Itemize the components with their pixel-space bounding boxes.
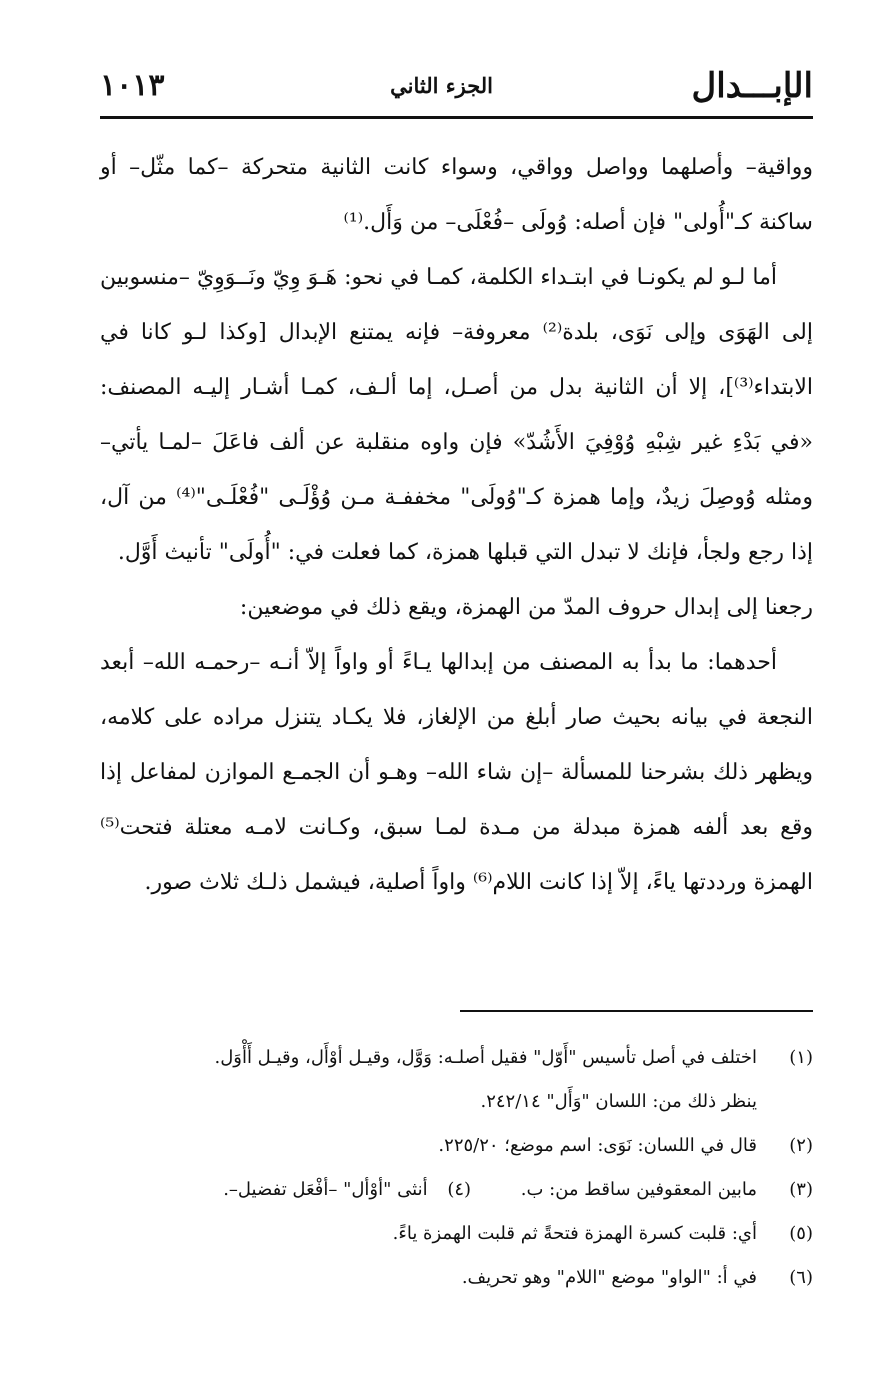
footnote-text: قال في اللسان: نَوَى: اسم موضع؛ ٢٢٥/٢٠. [438,1135,757,1156]
footnote-3-4 [100,1168,813,1212]
paragraph-2: أما لـو لم يكونـا في ابتـداء الكلمة، كمـا في نحو: هَـوَ وِيّ ونَــوَوِيّ –منسوبين إلى الهَوَى وإلى نَوَى، بلدة⁽²⁾ معروفة– فإنه يمتنع الإبدال [وكذا لـو كانا في الابتداء⁽³⁾]، إلا أن الثانية بدل من أصـل، إما ألـف، كمـا أشـار إليـه المصنف: «في بَدْءِ غير شِبْهِ وُوْفِيَ الأَشُدّ» فإن واوه منقلبة عن ألف فاعَلَ –لمـا يأتي– ومثله وُوصِلَ زيدٌ، وإما همزة كـ"وُولَى" مخففـة مـن وُؤْلَـى "فُعْلَـى"⁽⁴⁾ من آل، إذا رجع ولجأ، فإنك لا تبدل التي قبلها همزة، كما فعلت في: "أُولَى" تأنيث أَوَّل. [100,265,814,565]
footnote-text: اختلف في أصل تأسيس "أَوّل" فقيل أصلـه: وَوَّل، وقيـل أوْأَل، وقيـل أَأْوَل. [214,1047,757,1068]
footnote-number: (٣) [789,1179,813,1200]
header-rule [100,116,813,119]
page-number: ١٠١٣ [100,68,165,103]
paragraph-1: وواقية– وأصلهما وواصل وواقي، وسواء كانت الثانية متحركة –كما مثّل– أو ساكنة كـ"أُولى" فإن أصله: وُولَى –فُعْلَى– من وَأَل.⁽¹⁾ [100,155,813,235]
footnote-body [100,1036,757,1124]
volume-label: الجزء الثاني [390,73,493,98]
footnote-text: أنثى "أوْأل" –أفْعَل تفضيل–. [223,1179,428,1200]
footnote-text: أي: قلبت كسرة الهمزة فتحةً ثم قلبت الهمزة ياءً. [392,1223,757,1244]
footnote-2 [100,1124,813,1168]
chapter-title: الإبـــدال [691,66,813,106]
footnote-text: ينظر ذلك من: اللسان "وَأَل" ٢٤٢/١٤. [480,1091,757,1112]
footnote-number: (٤) [447,1179,472,1200]
page-header [100,58,813,114]
footnote-4 [223,1179,471,1200]
paragraph-3: رجعنا إلى إبدال حروف المدّ من الهمزة، ويقع ذلك في موضعين: [239,595,813,620]
paragraph-4: أحدهما: ما بدأ به المصنف من إبدالها يـاءً أو واواً إلاّ أنـه –رحمـه الله– أبعد النجعة في بيانه بحيث صار أبلغ من الإلغاز، فلا يكـاد يتنزل مراده على كلامه، ويظهر ذلك بشرحنا للمسألة –إن شاء الله– وهـو أن الجمـع الموازن لمفاعل إذا وقع بعد ألفه همزة مبدلة من مـدة لمـا سبق، وكـانت لامـه معتلة فتحت⁽⁵⁾ الهمزة ورددتها ياءً، إلاّ إذا كانت اللام⁽⁶⁾ واواً أصلية، فيشمل ذلـك ثلاث صور. [100,650,813,895]
main-text [100,140,813,910]
footnote-number: (٥) [789,1223,813,1244]
footnote-number: (٢) [789,1135,813,1156]
footnote-1 [100,1036,813,1124]
footnotes [100,1036,813,1300]
footnote-text: مابين المعقوفين ساقط من: ب. [520,1179,757,1200]
footnote-5 [100,1212,813,1256]
footnote-text: في أ: "الواو" موضع "اللام" وهو تحريف. [461,1267,757,1288]
footnote-6 [100,1256,813,1300]
footnote-number: (١) [789,1047,813,1068]
footnote-separator [460,1010,813,1012]
footnote-number: (٦) [789,1267,813,1288]
footnote-body [100,1168,757,1212]
